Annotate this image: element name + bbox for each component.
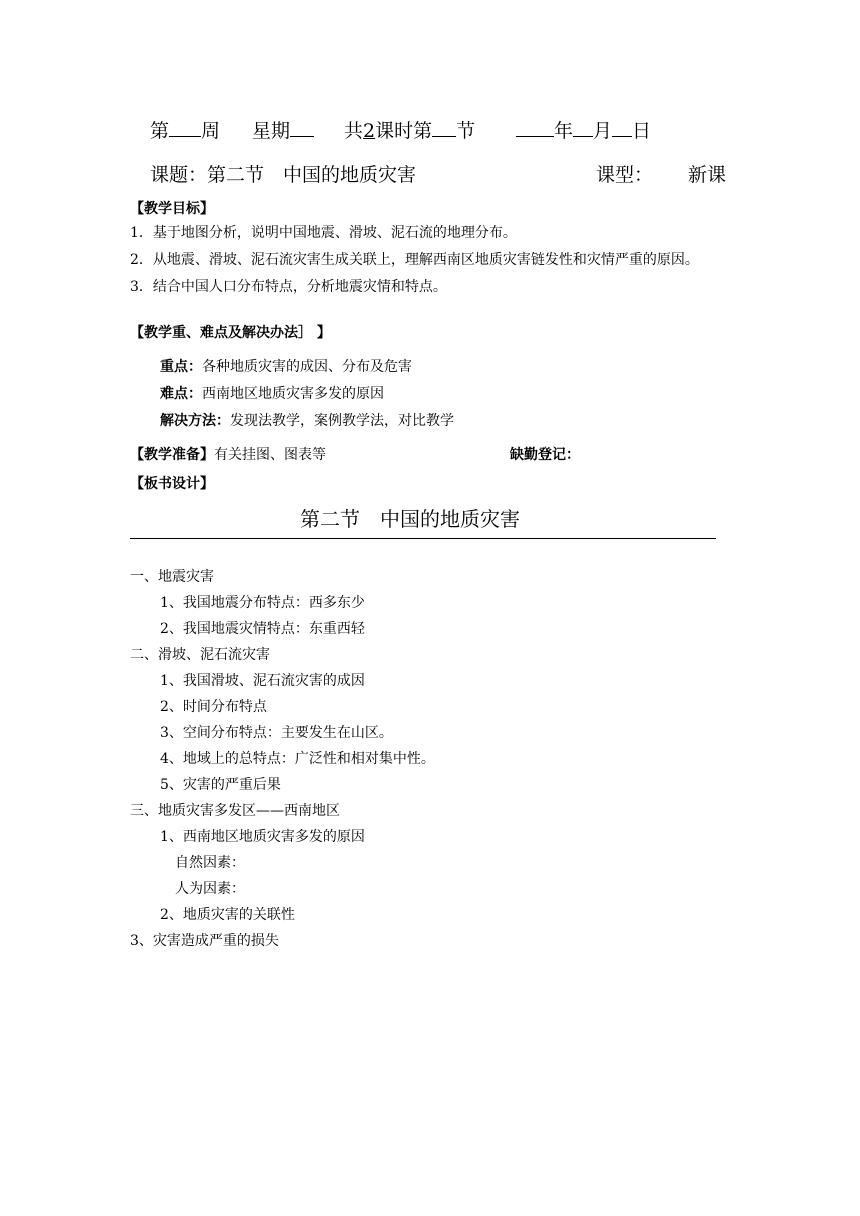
date-field bbox=[516, 116, 651, 143]
board-line: 3、灾害造成严重的损失 bbox=[130, 933, 279, 949]
week-suffix: 周 bbox=[201, 120, 221, 142]
board-line: 人为因素： bbox=[175, 881, 245, 897]
section-suffix: 节 bbox=[456, 120, 476, 142]
solution-method bbox=[160, 410, 454, 430]
preparation-heading: 【教学准备】 bbox=[130, 447, 214, 463]
difficult-point bbox=[160, 383, 384, 403]
section-blank[interactable] bbox=[432, 118, 456, 137]
objectives-heading: 【教学目标】 bbox=[130, 201, 214, 217]
keypoints-heading: 【教学重、难点及解决办法］ 】 bbox=[130, 325, 331, 341]
board-line: 2、地质灾害的关联性 bbox=[160, 907, 295, 923]
month-blank[interactable] bbox=[573, 118, 593, 137]
board-line: 1、我国地震分布特点：西多东少 bbox=[160, 595, 365, 611]
board-line: 自然因素： bbox=[175, 855, 245, 871]
difficult-label: 难点： bbox=[160, 386, 202, 402]
lesson-type-value: 新课 bbox=[688, 164, 727, 186]
weekday-blank[interactable] bbox=[290, 118, 314, 137]
board-line: 2、我国地震灾情特点：东重西轻 bbox=[160, 621, 365, 637]
objective-item: 1．基于地图分析，说明中国地震、滑坡、泥石流的地理分布。 bbox=[130, 225, 517, 241]
topic-title: 课题：第二节 中国的地质灾害 bbox=[150, 164, 417, 186]
board-line: 一、地震灾害 bbox=[130, 569, 214, 585]
month-label: 月 bbox=[593, 120, 613, 142]
board-line: 5、灾害的严重后果 bbox=[160, 777, 281, 793]
board-line: 1、西南地区地质灾害多发的原因 bbox=[160, 829, 365, 845]
method-text: 发现法教学，案例教学法，对比教学 bbox=[230, 413, 454, 429]
board-title: 第二节 中国的地质灾害 bbox=[300, 507, 520, 531]
day-blank[interactable] bbox=[612, 118, 632, 137]
lesson-type-label: 课型： bbox=[596, 164, 654, 186]
board-line: 三、地质灾害多发区——西南地区 bbox=[130, 803, 340, 819]
preparation-text: 有关挂图、图表等 bbox=[214, 447, 326, 463]
board-line: 2、时间分布特点 bbox=[160, 699, 267, 715]
board-line: 二、滑坡、泥石流灾害 bbox=[130, 647, 270, 663]
important-label: 重点： bbox=[160, 359, 202, 375]
title-divider bbox=[130, 538, 716, 539]
week-blank[interactable] bbox=[169, 118, 201, 137]
board-line: 3、空间分布特点：主要发生在山区。 bbox=[160, 725, 393, 741]
objective-item: 3．结合中国人口分布特点，分析地震灾情和特点。 bbox=[130, 279, 447, 295]
schedule-header bbox=[150, 116, 220, 143]
method-label: 解决方法： bbox=[160, 413, 230, 429]
important-text: 各种地质灾害的成因、分布及危害 bbox=[202, 359, 412, 375]
weekday-label: 星期 bbox=[252, 120, 291, 142]
period-field bbox=[344, 116, 475, 143]
absence-label: 缺勤登记： bbox=[510, 447, 580, 463]
board-heading: 【板书设计】 bbox=[130, 476, 214, 492]
difficult-text: 西南地区地质灾害多发的原因 bbox=[202, 386, 384, 402]
important-point bbox=[160, 356, 412, 376]
year-label: 年 bbox=[554, 120, 574, 142]
preparation-line bbox=[130, 444, 326, 464]
day-label: 日 bbox=[632, 120, 652, 142]
objective-item: 2．从地震、滑坡、泥石流灾害生成关联上，理解西南区地质灾害链发性和灾情严重的原因。 bbox=[130, 252, 699, 268]
total-suffix: 课时第 bbox=[375, 120, 433, 142]
week-prefix: 第 bbox=[150, 120, 170, 142]
year-blank[interactable] bbox=[516, 118, 554, 137]
total-prefix: 共 bbox=[344, 120, 364, 142]
weekday-field bbox=[252, 116, 314, 143]
board-line: 1、我国滑坡、泥石流灾害的成因 bbox=[160, 673, 365, 689]
total-periods: 2 bbox=[363, 120, 376, 142]
board-line: 4、地域上的总特点：广泛性和相对集中性。 bbox=[160, 751, 435, 767]
